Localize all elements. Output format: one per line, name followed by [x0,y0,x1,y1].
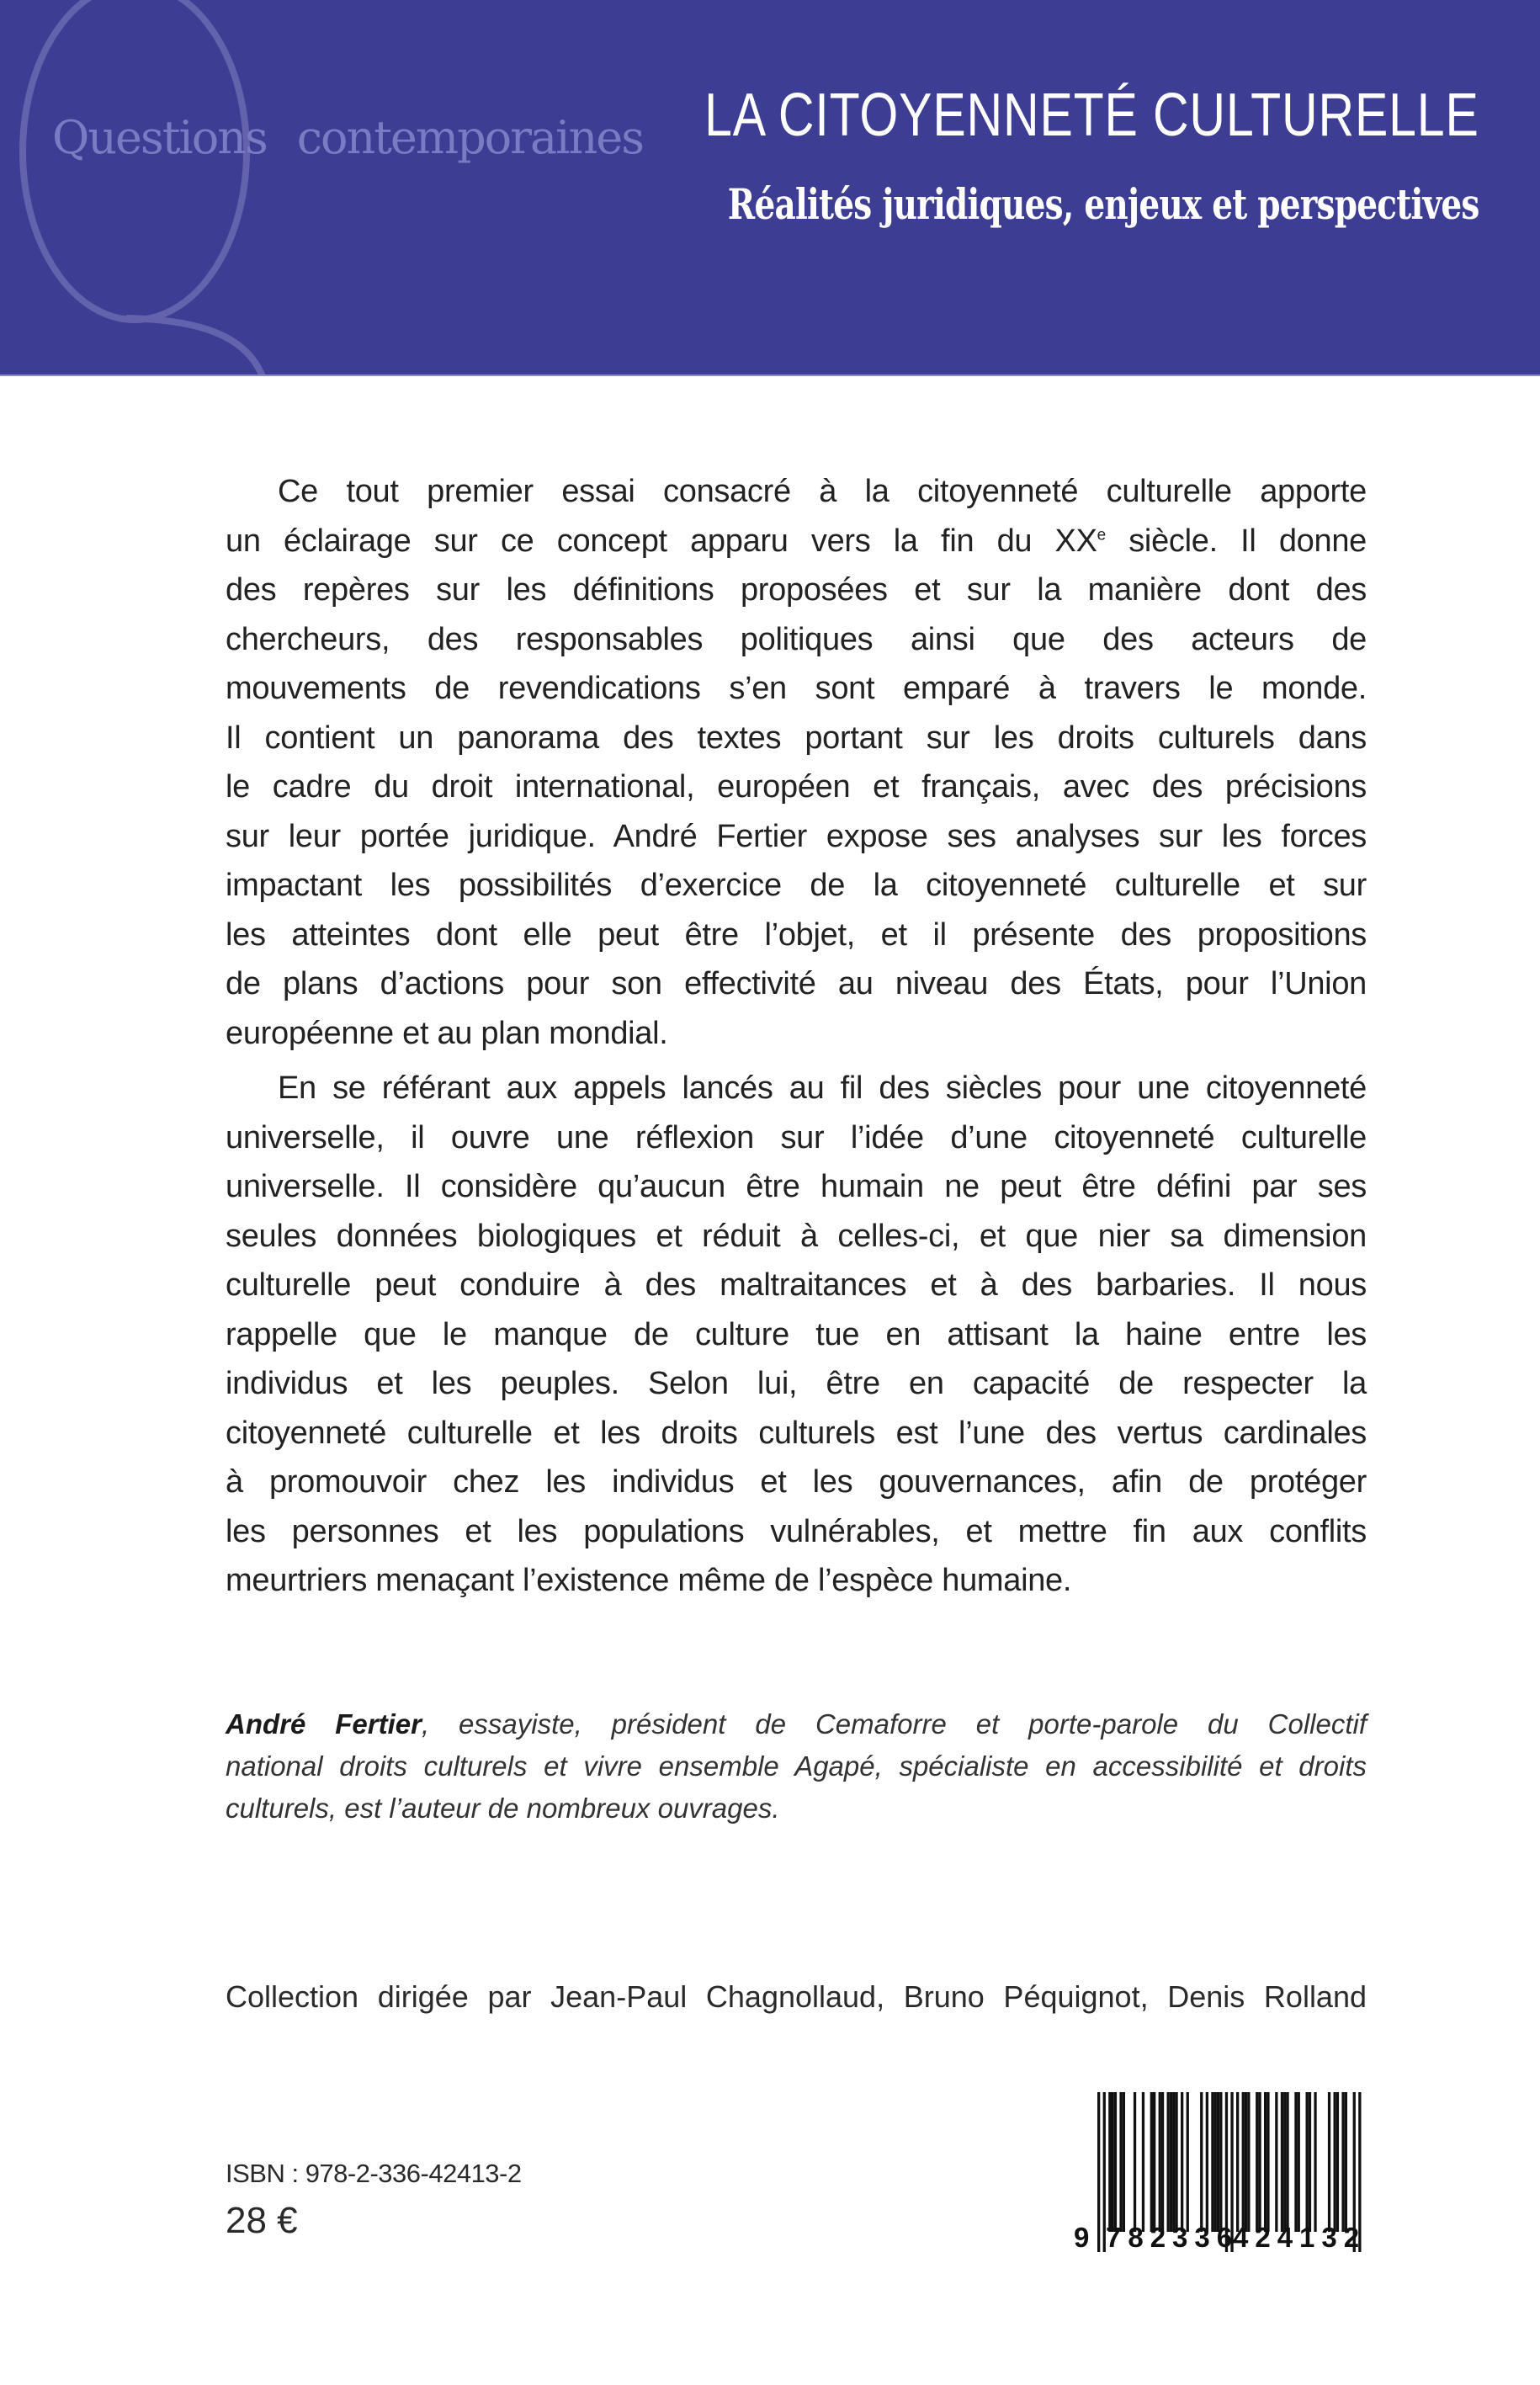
barcode-bar [1119,2092,1122,2232]
blurb-line: européenne et au plan mondial. [226,1015,668,1051]
blurb-line: universelle, il ouvre une réflexion sur l’idée d’une citoyenneté culturelle [226,1119,1367,1155]
blurb-line: meurtriers menaçant l’existence même de l’espèce humaine. [226,1563,1072,1598]
barcode-bar [1211,2092,1213,2232]
q-logo-icon [0,0,286,376]
barcode-bar [1256,2092,1258,2232]
blurb-line: culturelle peut conduire à des maltraitances et à des barbaries. Il nous [226,1267,1367,1303]
series-name [52,111,643,164]
blurb-line: sur leur portée juridique. André Fertier expose ses analyses sur les forces [226,818,1367,854]
blurb-line: Ce tout premier essai consacré à la citoyenneté culturelle apporte [278,474,1367,509]
barcode-bar [1306,2092,1309,2232]
barcode-bar [1161,2092,1164,2232]
barcode-bar [1309,2092,1311,2232]
barcode-bar [1112,2092,1114,2232]
barcode-bar [1334,2092,1336,2232]
barcode-bar [1200,2092,1203,2232]
barcode-bar [1341,2092,1344,2232]
barcode-bar [1245,2092,1247,2232]
barcode-bar [1172,2092,1175,2232]
barcode-bar [1281,2092,1283,2232]
barcode-bar [1187,2092,1189,2232]
barcode-bar [1275,2092,1277,2232]
blurb-line: les atteintes dont elle peut être l’objet, et il présente des propositions [226,916,1367,953]
blurb-line: seules données biologiques et réduit à celles-ci, et que nier sa dimension [226,1218,1367,1254]
barcode-digits-right: 424132 [1233,2222,1367,2253]
barcode-bar [1159,2092,1161,2232]
superscript-e: e [1097,525,1106,544]
bio-line: national droits culturels et vivre ensemble Agapé, spécialiste en accessibilité et droits [226,1750,1367,1782]
blurb-line: les personnes et les populations vulnérables, et mettre fin aux conflits [226,1513,1367,1549]
blurb-line [226,517,1367,566]
blurb-paragraph-2 [226,1064,1367,1606]
blurb-line: à promouvoir chez les individus et les gouvernances, afin de protéger [226,1464,1367,1500]
barcode-bar [1142,2092,1144,2232]
bio-line: culturels, est l’auteur de nombreux ouvrages. [226,1793,780,1824]
barcode-bar [1286,2092,1288,2232]
barcode-bar [1219,2092,1222,2232]
blurb-line-part: siècle. Il donne [1105,523,1367,559]
blurb-line: des repères sur les définitions proposées et sur la manière dont des [226,572,1367,608]
author-name: André Fertier [226,1708,422,1740]
price: 28 € [226,2200,298,2241]
cover-header-band [0,0,1540,376]
barcode-digits [1074,2222,1377,2255]
blurb-line: le cadre du droit international, européen et français, avec des précisions [226,769,1367,805]
blurb-line: individus et les peuples. Selon lui, être en capacité de respecter la [226,1366,1367,1401]
barcode-bar [1345,2092,1347,2232]
blurb-line: Il contient un panorama des textes portant sur les droits culturels dans [226,720,1367,756]
author-bio [226,1703,1367,1830]
series-word-questions: Questions [52,111,267,164]
bio-line-part: , essayiste, président de Cemaforre et porte-parole du Collectif [421,1708,1367,1740]
barcode-bar [1150,2092,1153,2232]
barcode-bar [1217,2092,1219,2232]
barcode-bar [1123,2092,1125,2232]
barcode-bar [1267,2092,1269,2232]
barcode-bar [1236,2092,1239,2232]
blurb-line: impactant les possibilités d’exercice de la citoyenneté culturelle et sur [226,868,1367,903]
barcode-bar [1170,2092,1172,2232]
barcode-bar [1167,2092,1170,2232]
blurb-line: En se référant aux appels lancés au fil des siècles pour une citoyenneté [278,1070,1367,1106]
blurb-line: chercheurs, des responsables politiques ainsi que des acteurs de [226,621,1367,657]
blurb-paragraph-1 [226,467,1367,1058]
barcode-bar [1264,2092,1267,2232]
book-subtitle: Réalités juridiques, enjeux et perspectives [728,179,1479,229]
blurb-line-part: un éclairage sur ce concept apparu vers la fin du XX [226,523,1097,559]
bio-line [226,1703,1367,1745]
barcode-bar [1242,2092,1245,2232]
barcode-bar [1206,2092,1208,2232]
barcode-bar [1314,2092,1316,2232]
blurb-line: de plans d’actions pour son effectivité au niveau des États, pour l’Union [226,966,1367,1001]
blurb-line: universelle. Il considère qu’aucun être humain ne peut être défini par ses [226,1169,1367,1204]
barcode-digit-first: 9 [1074,2222,1097,2253]
book-title: LA CITOYENNETÉ CULTURELLE [704,82,1479,149]
barcode-bar [1214,2092,1217,2232]
barcode-bar [1134,2092,1136,2232]
barcode-bar [1247,2092,1250,2232]
barcode-bar [1283,2092,1286,2232]
barcode-bar [1258,2092,1261,2232]
barcode-bar [1294,2092,1297,2232]
barcode-bar [1108,2092,1111,2232]
barcode-bar [1114,2092,1117,2232]
barcode-bar [1298,2092,1300,2232]
barcode-bar [1328,2092,1330,2232]
blurb-line: citoyenneté culturelle et les droits culturels est l’une des vertus cardinales [226,1415,1367,1451]
blurb-line: rappelle que le manque de culture tue en attisant la haine entre les [226,1316,1367,1352]
isbn: ISBN : 978-2-336-42413-2 [226,2159,522,2188]
collection-directors: Collection dirigée par Jean-Paul Chagnollaud, Bruno Péquignot, Denis Rolland [226,1979,1367,2014]
barcode-bar [1153,2092,1155,2232]
barcode-bar [1336,2092,1339,2232]
blurb-line: mouvements de revendications s’en sont emparé à travers le monde. [226,671,1367,706]
series-word-contemporaines: contemporaines [296,111,643,164]
barcode-digits-left: 782336 [1106,2222,1240,2253]
barcode-bar [1181,2092,1183,2232]
barcode-bar [1175,2092,1177,2232]
